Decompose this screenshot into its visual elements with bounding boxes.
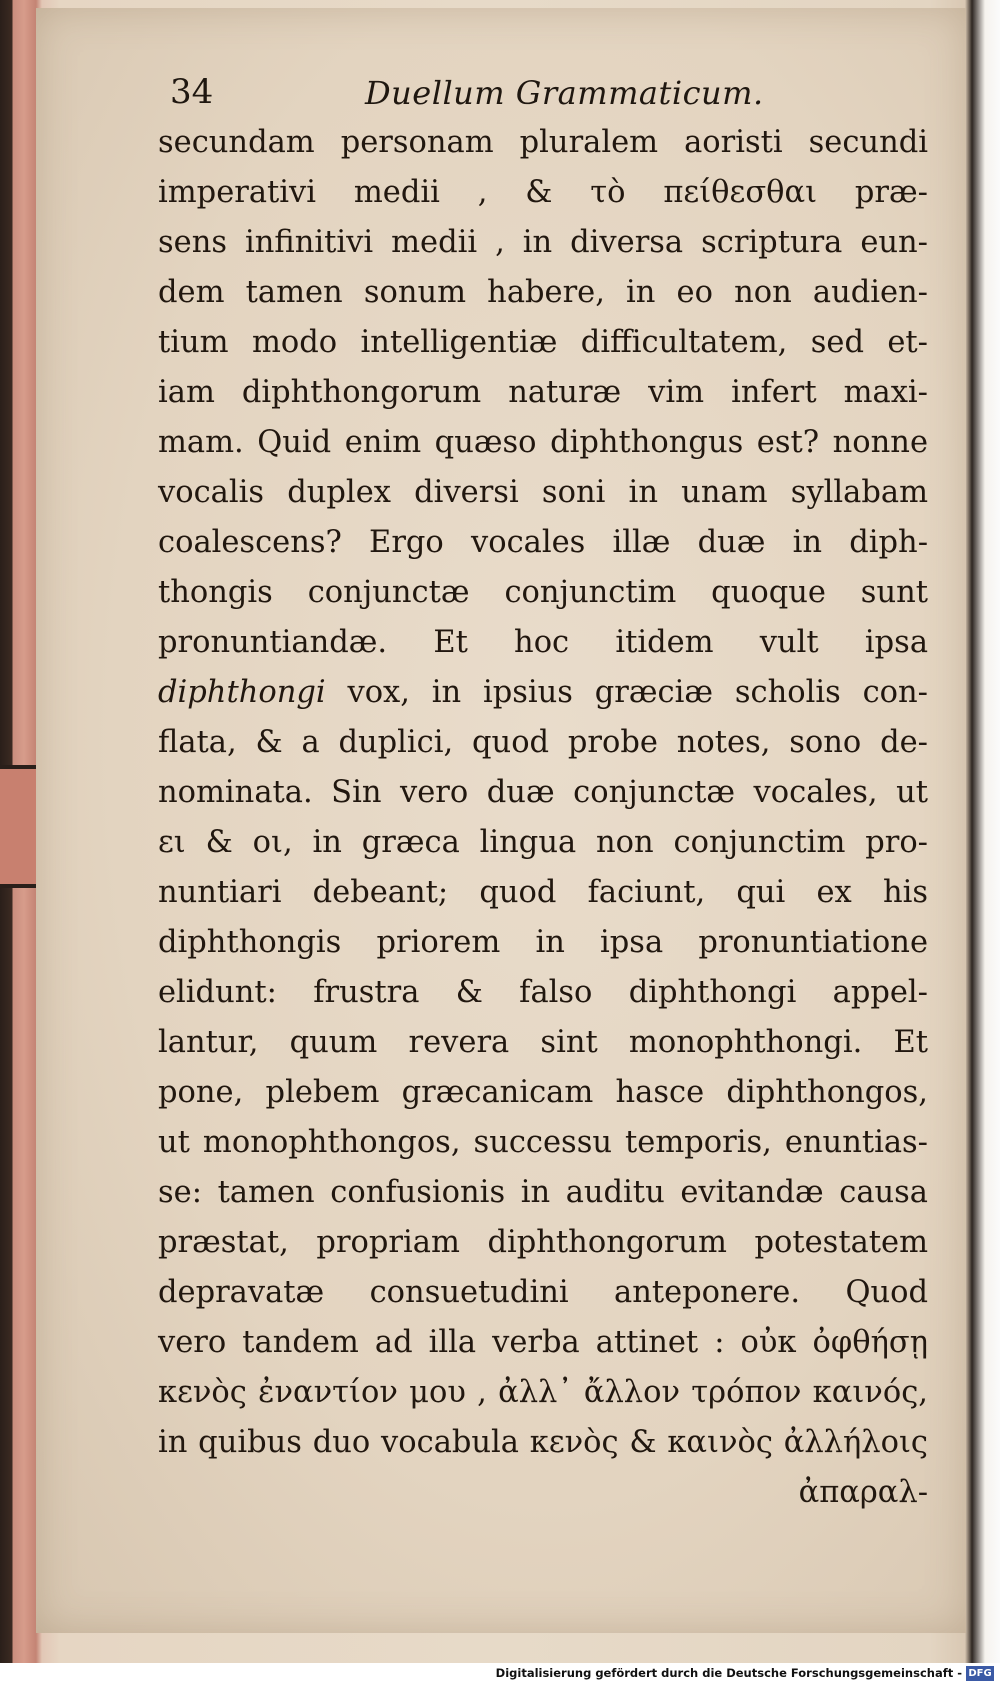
body-text [158, 118, 928, 1518]
text-line: imperativi medii , & τὸ πείθεσθαι præ- [158, 175, 928, 210]
text-line: pronuntiandæ. Et hoc itidem vult ipsa [158, 625, 928, 660]
text-line: præstat, propriam diphthongorum potestatem [158, 1225, 928, 1260]
text-line: flata, & a duplici, quod probe notes, sono de- [158, 725, 928, 760]
text-line: se: tamen confusionis in auditu evitandæ causa [158, 1175, 928, 1210]
text-line: lantur, quum revera sint monophthongi. Et [158, 1025, 928, 1060]
text-line: sens infinitivi medii , in diversa scriptura eun- [158, 225, 928, 260]
italic-term: diphthongi [158, 675, 326, 710]
text-line: nuntiari debeant; quod faciunt, qui ex his [158, 875, 928, 910]
text-line: in quibus duo vocabula κενὸς & καινὸς ἀλλήλοις [158, 1425, 928, 1460]
text-line: coalescens? Ergo vocales illæ duæ in diph- [158, 525, 928, 560]
text-line: iam diphthongorum naturæ vim infert maxi- [158, 375, 928, 410]
text-line: depravatæ consuetudini anteponere. Quod [158, 1275, 928, 1310]
text-line: ει & οι, in græca lingua non conjunctim pro- [158, 825, 928, 860]
footer-credit: Digitalisierung gefördert durch die Deutsche Forschungsgemeinschaft - [495, 1666, 962, 1680]
text-line: diphthongi vox, in ipsius græciæ scholis con- [158, 675, 928, 710]
text-line: nominata. Sin vero duæ conjunctæ vocales, ut [158, 775, 928, 810]
digitization-footer [0, 1663, 1000, 1685]
text-line: κενὸς ἐναντίον μου , ἀλλ᾽ ἄλλον τρόπον καινός, [158, 1375, 928, 1410]
text-line: ut monophthongos, successu temporis, enuntias- [158, 1125, 928, 1160]
text-line: diphthongis priorem in ipsa pronuntiatione [158, 925, 928, 960]
page-number: 34 [170, 72, 214, 112]
text-line: vero tandem ad illa verba attinet : οὐκ ὀφθήσῃ [158, 1325, 928, 1360]
text-line: secundam personam pluralem aoristi secundi [158, 125, 928, 160]
text-line: pone, plebem græcanicam hasce diphthongos, [158, 1075, 928, 1110]
text-line: thongis conjunctæ conjunctim quoque sunt [158, 575, 928, 610]
running-title: Duellum Grammaticum. [365, 74, 764, 112]
page-header [170, 72, 950, 114]
text-line: dem tamen sonum habere, in eo non audien- [158, 275, 928, 310]
text-line: mam. Quid enim quæso diphthongus est? nonne [158, 425, 928, 460]
text-line: vocalis duplex diversi soni in unam syllabam [158, 475, 928, 510]
dfg-logo: DFG [966, 1666, 994, 1681]
text-line: tium modo intelligentiæ difficultatem, sed et- [158, 325, 928, 360]
text-line: elidunt: frustra & falso diphthongi appel- [158, 975, 928, 1010]
text-line: ἀπαραλ- [798, 1475, 928, 1510]
